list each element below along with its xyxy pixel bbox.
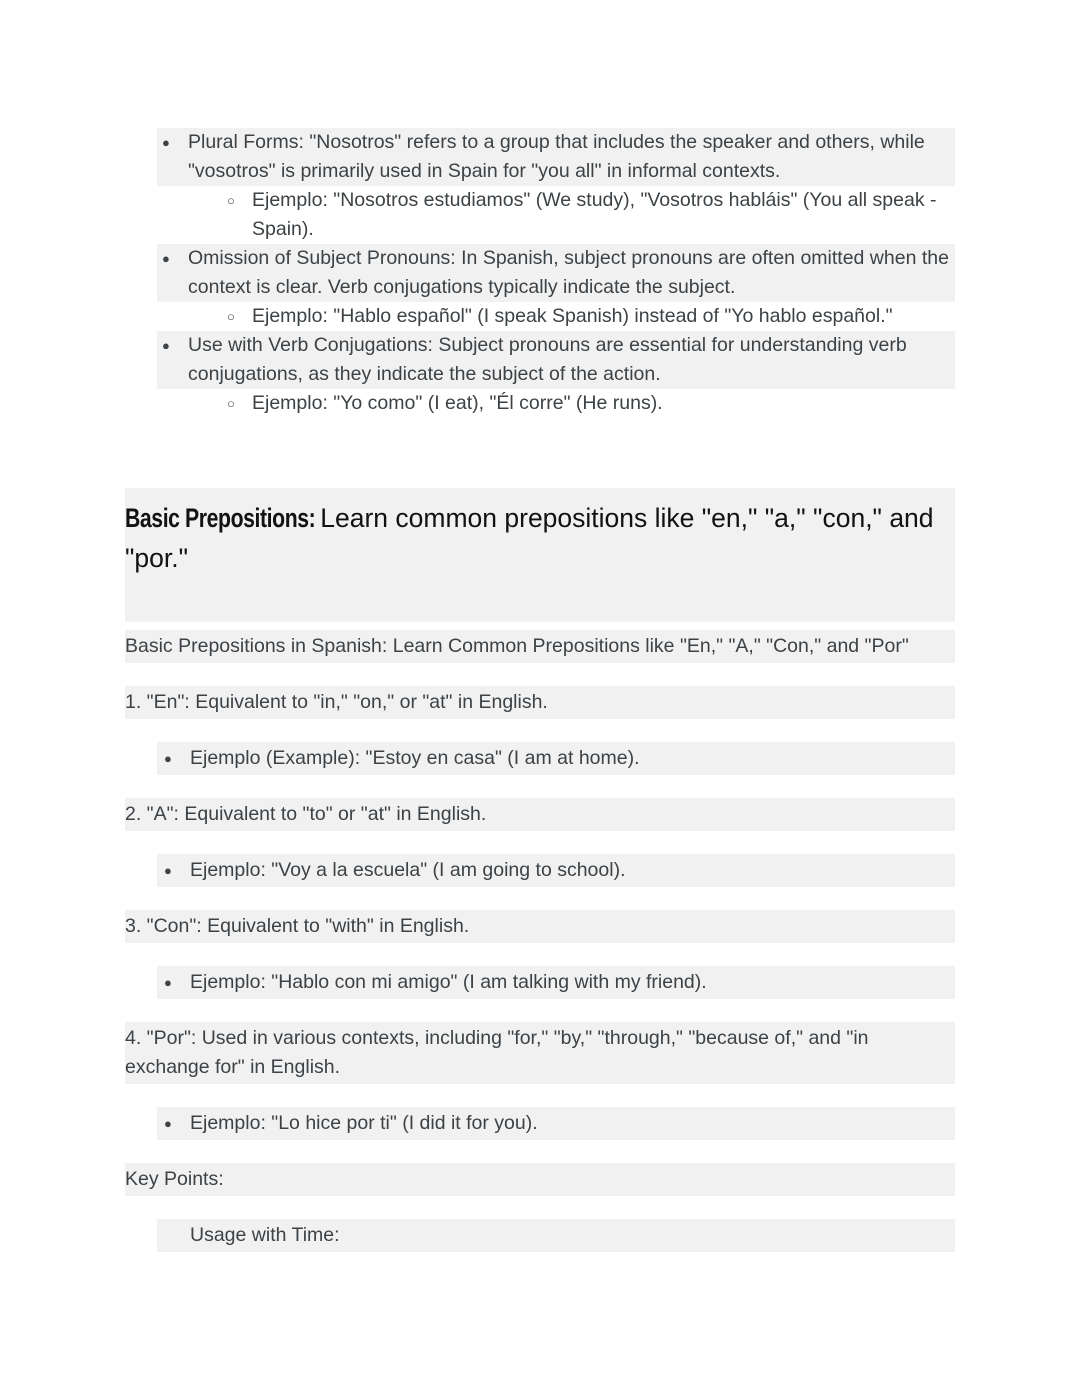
preposition-definition-en: 1. "En": Equivalent to "in," "on," or "at" in English. bbox=[125, 686, 955, 719]
bullet-icon: ● bbox=[162, 251, 170, 266]
bullet-text: Use with Verb Conjugations: Subject pronouns are essential for understanding verb conjugations, as they indicate the subject of the action. bbox=[188, 334, 907, 385]
sub-bullet-icon: ○ bbox=[227, 309, 235, 324]
document-content bbox=[125, 128, 955, 1252]
bullet-icon: ● bbox=[162, 338, 170, 353]
section-heading-basic-prepositions bbox=[125, 488, 955, 622]
bullet-icon: ● bbox=[164, 975, 172, 990]
example-text: Ejemplo: "Lo hice por ti" (I did it for you). bbox=[190, 1112, 538, 1134]
intro-paragraph: Basic Prepositions in Spanish: Learn Common Prepositions like "En," "A," "Con," and "Por" bbox=[125, 630, 955, 663]
sub-bullet-text: Ejemplo: "Nosotros estudiamos" (We study), "Vosotros habláis" (You all speak - Spain). bbox=[252, 189, 937, 240]
bullet-text: Omission of Subject Pronouns: In Spanish, subject pronouns are often omitted when the context is clear. Verb conjugations typically indicate the subject. bbox=[188, 247, 949, 298]
example-text: Ejemplo (Example): "Estoy en casa" (I am at home). bbox=[190, 747, 640, 769]
sub-bullet-icon: ○ bbox=[227, 193, 235, 208]
preposition-definition-a: 2. "A": Equivalent to "to" or "at" in English. bbox=[125, 798, 955, 831]
key-points-label: Key Points: bbox=[125, 1163, 955, 1196]
section-heading-bold-text: Basic Prepositions: bbox=[125, 503, 316, 533]
usage-with-time-label: Usage with Time: bbox=[157, 1219, 955, 1252]
bullet-icon: ● bbox=[164, 1116, 172, 1131]
preposition-example-con bbox=[157, 966, 955, 999]
bullet-icon: ● bbox=[164, 751, 172, 766]
preposition-example-a bbox=[157, 854, 955, 887]
bullet-item-verb-conjugations bbox=[157, 331, 955, 389]
sub-bullet-item-plural-forms-example bbox=[225, 186, 955, 244]
sub-bullet-icon: ○ bbox=[227, 396, 235, 411]
bullet-icon: ● bbox=[164, 863, 172, 878]
bullet-item-plural-forms bbox=[157, 128, 955, 186]
section-heading-rest-text: Learn common prepositions like "en," "a," "con," and "por." bbox=[125, 503, 934, 573]
bullet-icon: ● bbox=[162, 135, 170, 150]
sub-bullet-item-verb-conjugations-example bbox=[225, 389, 955, 418]
example-text: Ejemplo: "Voy a la escuela" (I am going to school). bbox=[190, 859, 626, 881]
preposition-definition-por: 4. "Por": Used in various contexts, including "for," "by," "through," "because of," and "in exchange for" in English. bbox=[125, 1022, 955, 1084]
preposition-example-por bbox=[157, 1107, 955, 1140]
preposition-definition-con: 3. "Con": Equivalent to "with" in English. bbox=[125, 910, 955, 943]
sub-bullet-item-omission-example bbox=[225, 302, 955, 331]
bullet-text: Plural Forms: "Nosotros" refers to a group that includes the speaker and others, while "vosotros" is primarily used in Spain for "you all" in informal contexts. bbox=[188, 131, 925, 182]
sub-bullet-text: Ejemplo: "Hablo español" (I speak Spanish) instead of "Yo hablo español." bbox=[252, 305, 893, 327]
bullet-item-omission bbox=[157, 244, 955, 302]
preposition-example-en bbox=[157, 742, 955, 775]
sub-bullet-text: Ejemplo: "Yo como" (I eat), "Él corre" (He runs). bbox=[252, 392, 663, 414]
example-text: Ejemplo: "Hablo con mi amigo" (I am talking with my friend). bbox=[190, 971, 707, 993]
